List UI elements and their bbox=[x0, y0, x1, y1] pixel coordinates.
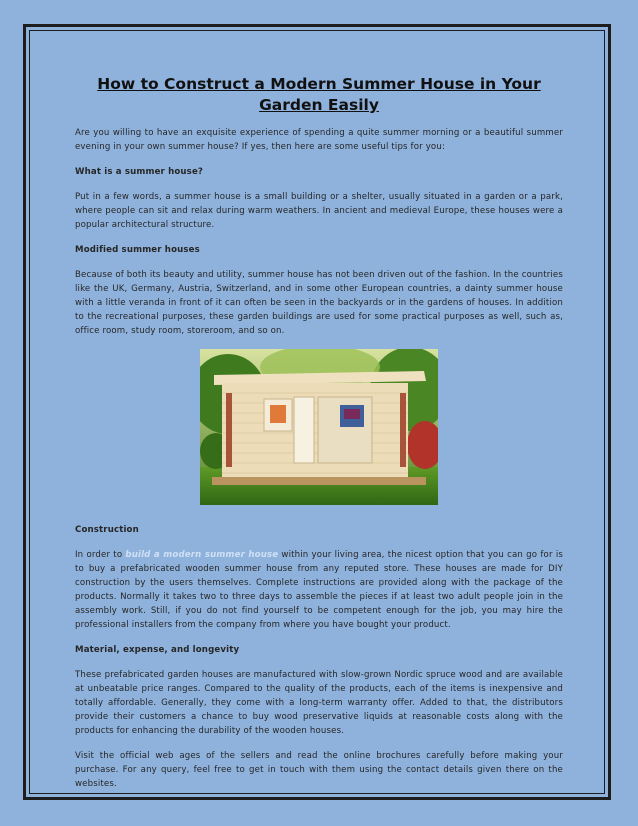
paragraph-what-is: Put in a few words, a summer house is a small building or a shelter, usually situated in a garden or a park, where people can sit and relax during warm weathers. In ancient and medieval Europe, these houses were a popular architectural structure. bbox=[75, 192, 563, 230]
section-heading-construction: Construction bbox=[75, 525, 139, 535]
construction-text-end: within your living area, the nicest option that you can go for is to buy a prefabricated wooden summer house from any reputed store. These houses are made for DIY construction by the users themselves. Complete instructions are provided along with the package of the products. Normally it takes two to three days to assemble the pieces if at least two adult people join in the assembly work. Still, if you do not find yourself to be competent enough for the job, you may hire the professional installers from the company from where you have bought your product. bbox=[75, 550, 563, 630]
construction-text-start: In order to bbox=[75, 550, 126, 560]
document-body bbox=[75, 74, 563, 802]
build-summer-house-link[interactable]: build a modern summer house bbox=[125, 550, 279, 560]
intro-paragraph: Are you willing to have an exquisite experience of spending a quite summer morning or a beautiful summer evening in your own summer house? If yes, then here are some useful tips for you: bbox=[75, 128, 563, 152]
paragraph-closing: Visit the official web ages of the sellers and read the online brochures carefully before making your purchase. For any query, feel free to get in touch with them using the contact details given there on the websites. bbox=[75, 751, 563, 789]
section-heading-modified: Modified summer houses bbox=[75, 245, 200, 255]
paragraph-material: These prefabricated garden houses are manufactured with slow-grown Nordic spruce wood and are available at unbeatable price ranges. Compared to the quality of the products, each of the items is inexpensive and totally affordable. Generally, they come with a long-term warranty offer. Added to that, the distributors provide their customers a chance to buy wood preservative liquids at reasonable costs along with the products for enhancing the durability of the wooden houses. bbox=[75, 670, 563, 736]
section-heading-material: Material, expense, and longevity bbox=[75, 645, 240, 655]
section-heading-what-is: What is a summer house? bbox=[75, 167, 204, 177]
document-title: How to Construct a Modern Summer House in Your Garden Easily bbox=[97, 75, 541, 114]
paragraph-construction bbox=[75, 548, 563, 632]
summer-house-photo bbox=[200, 349, 438, 505]
paragraph-modified: Because of both its beauty and utility, summer house has not been driven out of the fashion. In the countries like the UK, Germany, Austria, Switzerland, and in some other European countries, a dainty summer house with a little veranda in front of it can often be seen in the backyards or in the gardens of houses. In addition to the recreational purposes, these garden buildings are used for some practical purposes as well, such as, office room, study room, storeroom, and so on. bbox=[75, 270, 563, 336]
